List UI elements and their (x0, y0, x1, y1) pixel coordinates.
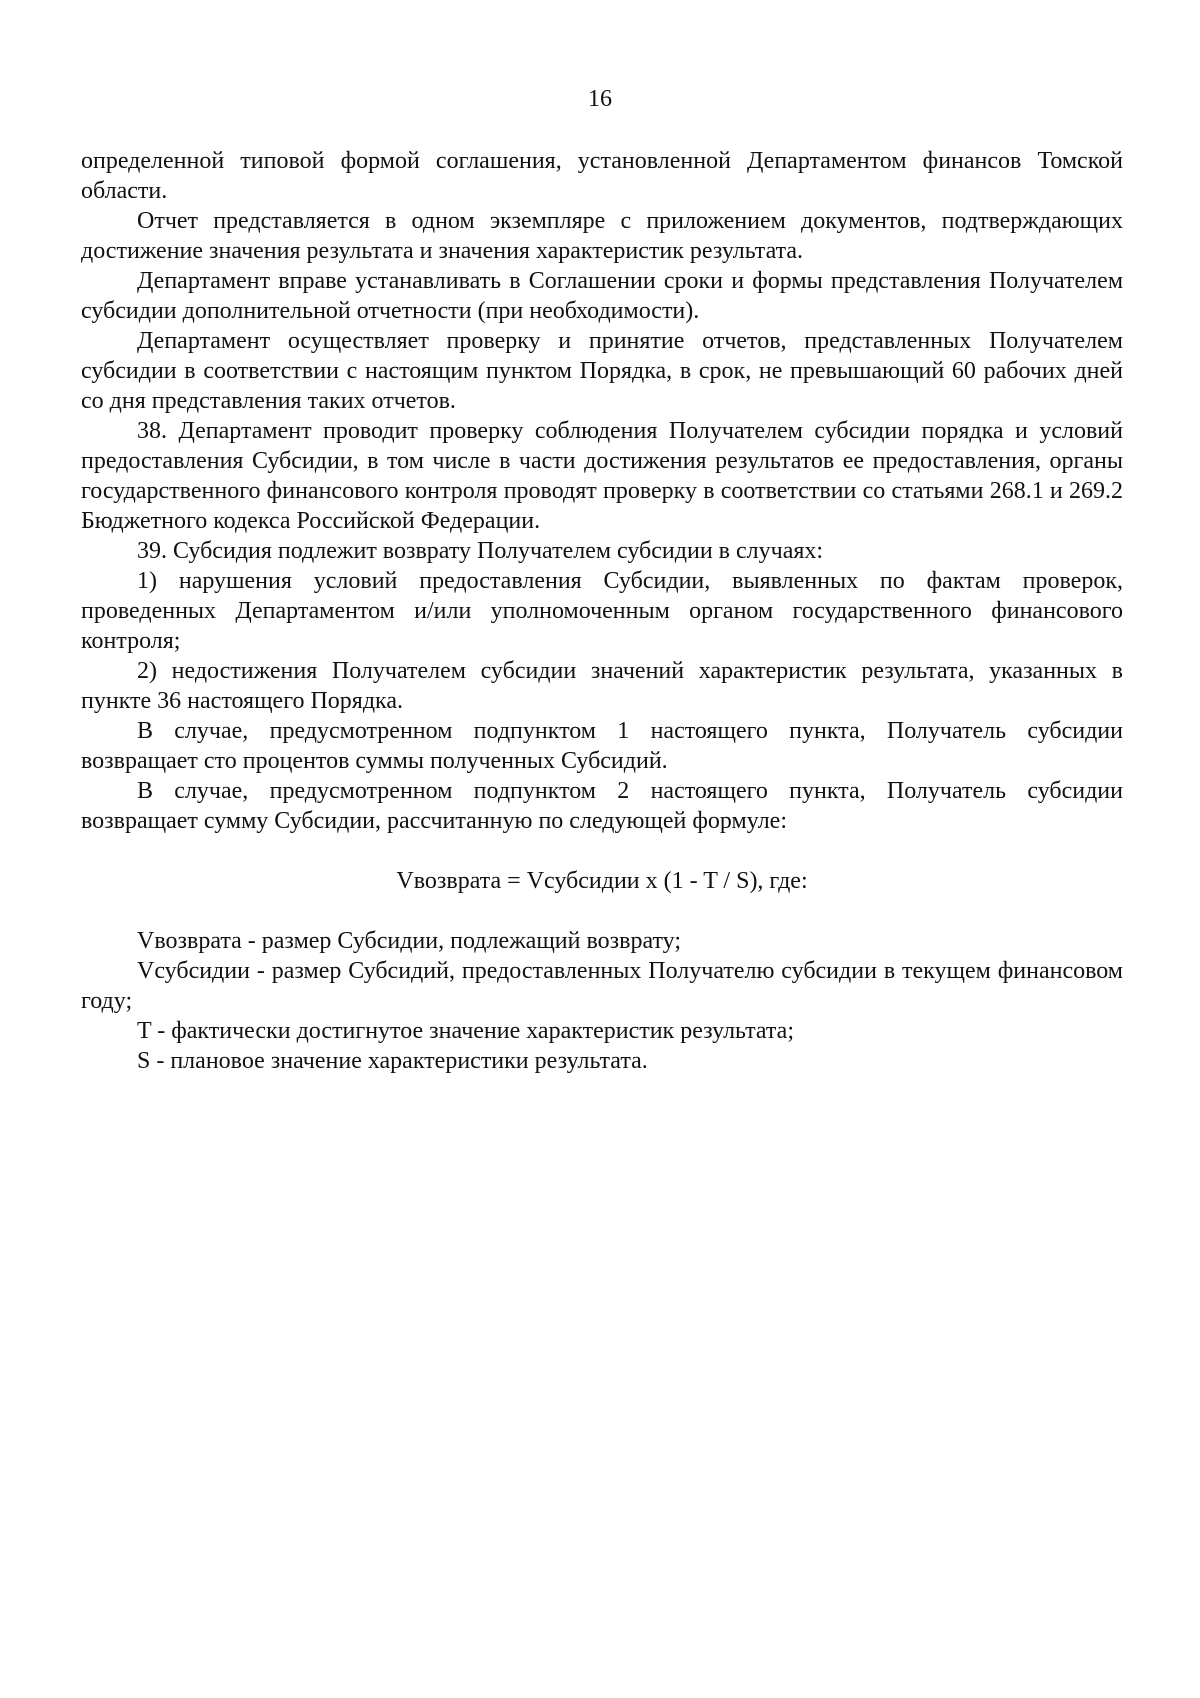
subitem-1: 1) нарушения условий предоставления Субсидии, выявленных по фактам проверок, проведенных Департаментом и/или уполномоченным органом государственного финансового контроля; (81, 568, 1123, 654)
paragraph: Департамент вправе устанавливать в Соглашении сроки и формы представления Получателем субсидии дополнительной отчетности (при необходимости). (81, 268, 1123, 324)
paragraph: В случае, предусмотренном подпунктом 1 настоящего пункта, Получатель субсидии возвращает сто процентов суммы полученных Субсидий. (81, 718, 1123, 774)
definition: S - плановое значение характеристики результата. (137, 1048, 648, 1074)
definition: Vсубсидии - размер Субсидий, предоставленных Получателю субсидии в текущем финансовом году; (81, 958, 1123, 1014)
document-body (81, 146, 1123, 1076)
paragraph: определенной типовой формой соглашения, установленной Департаментом финансов Томской области. (81, 148, 1123, 204)
paragraph-item-39: 39. Субсидия подлежит возврату Получателем субсидии в случаях: (137, 538, 824, 564)
formula: Vвозврата = Vсубсидии x (1 - T / S), где: (396, 868, 808, 894)
definition: T - фактически достигнутое значение характеристик результата; (137, 1018, 794, 1044)
paragraph: В случае, предусмотренном подпунктом 2 настоящего пункта, Получатель субсидии возвращает сумму Субсидии, рассчитанную по следующей формуле: (81, 778, 1123, 834)
paragraph-item-38: 38. Департамент проводит проверку соблюдения Получателем субсидии порядка и условий предоставления Субсидии, в том числе в части достижения результатов ее предоставления, органы государственного финансового контроля проводят проверку в соответствии со статьями 268.1 и 269.2 Бюджетного кодекса Российской Федерации. (81, 418, 1123, 534)
definition: Vвозврата - размер Субсидии, подлежащий возврату; (137, 928, 682, 954)
page-number: 16 (588, 86, 612, 112)
paragraph: Департамент осуществляет проверку и принятие отчетов, представленных Получателем субсидии в соответствии с настоящим пунктом Порядка, в срок, не превышающий 60 рабочих дней со дня представления таких отчетов. (81, 328, 1123, 414)
subitem-2: 2) недостижения Получателем субсидии значений характеристик результата, указанных в пункте 36 настоящего Порядка. (81, 658, 1123, 714)
paragraph: Отчет представляется в одном экземпляре с приложением документов, подтверждающих достижение значения результата и значения характеристик результата. (81, 208, 1123, 264)
